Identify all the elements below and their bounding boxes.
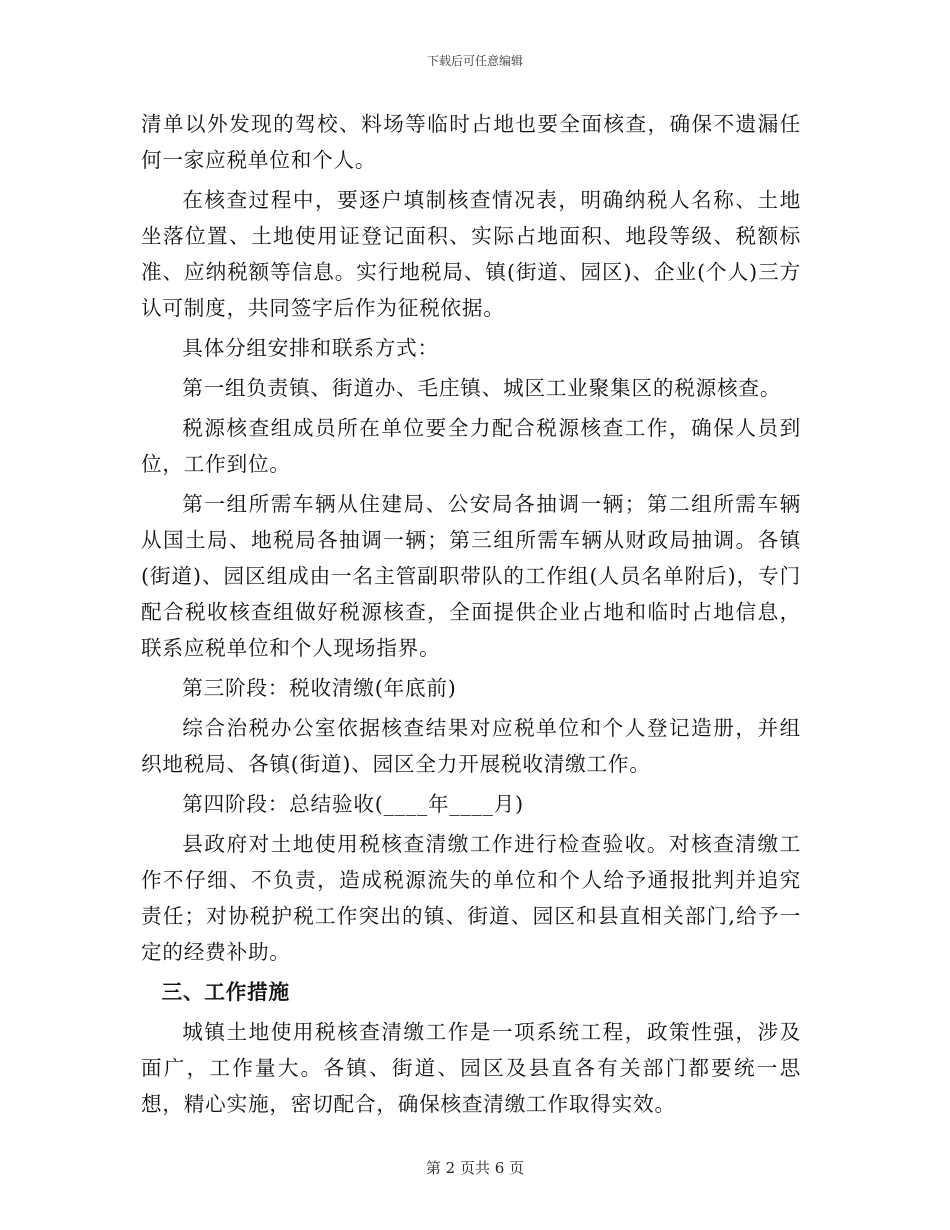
paragraph-2: 在核查过程中，要逐户填制核查情况表，明确纳税人名称、土地坐落位置、土地使用证登记面积、实际占地面积、地段等级、税额标准、应纳税额等信息。实行地税局、镇(街道、园区)、企业(个人)三方认可制度，共同签字后作为征税依据。: [141, 188, 801, 320]
page-number: 第 2 页共 6 页: [425, 1159, 525, 1177]
paragraph-3: 具体分组安排和联系方式：: [182, 336, 439, 360]
page-header-note: 下载后可任意编辑: [426, 54, 523, 68]
paragraph-10: 县政府对土地使用税核查清缴工作进行检查验收。对核查清缴工作不仔细、不负责，造成税源流失的单位和个人给予通报批判并追究责任；对协税护税工作突出的镇、街道、园区和县直相关部门,给予一定的经费补助。: [141, 832, 801, 964]
paragraph-7: 第三阶段：税收清缴(年底前): [182, 676, 457, 700]
paragraph-9: 第四阶段：总结验收(____年____月): [182, 792, 524, 816]
paragraph-4: 第一组负责镇、街道办、毛庄镇、城区工业聚集区的税源核查。: [182, 376, 782, 400]
paragraph-1: 清单以外发现的驾校、料场等临时占地也要全面核查，确保不遗漏任何一家应税单位和个人。: [141, 112, 801, 172]
document-body: [141, 106, 801, 1126]
paragraph-5: 税源核查组成员所在单位要全力配合税源核查工作，确保人员到位，工作到位。: [141, 416, 801, 476]
closing-paragraph: 城镇土地使用税核查清缴工作是一项系统工程，政策性强，涉及面广，工作量大。各镇、街道、园区及县直各有关部门都要统一思想，精心实施，密切配合，确保核查清缴工作取得实效。: [141, 1020, 801, 1116]
paragraph-8: 综合治税办公室依据核查结果对应税单位和个人登记造册，并组织地税局、各镇(街道)、园区全力开展税收清缴工作。: [141, 716, 801, 776]
paragraph-6: 第一组所需车辆从住建局、公安局各抽调一辆；第二组所需车辆从国土局、地税局各抽调一辆；第三组所需车辆从财政局抽调。各镇(街道)、园区组成由一名主管副职带队的工作组(人员名单附后)，专门配合税收核查组做好税源核查，全面提供企业占地和临时占地信息，联系应税单位和个人现场指界。: [141, 492, 801, 660]
section-heading: 三、工作措施: [161, 980, 290, 1004]
